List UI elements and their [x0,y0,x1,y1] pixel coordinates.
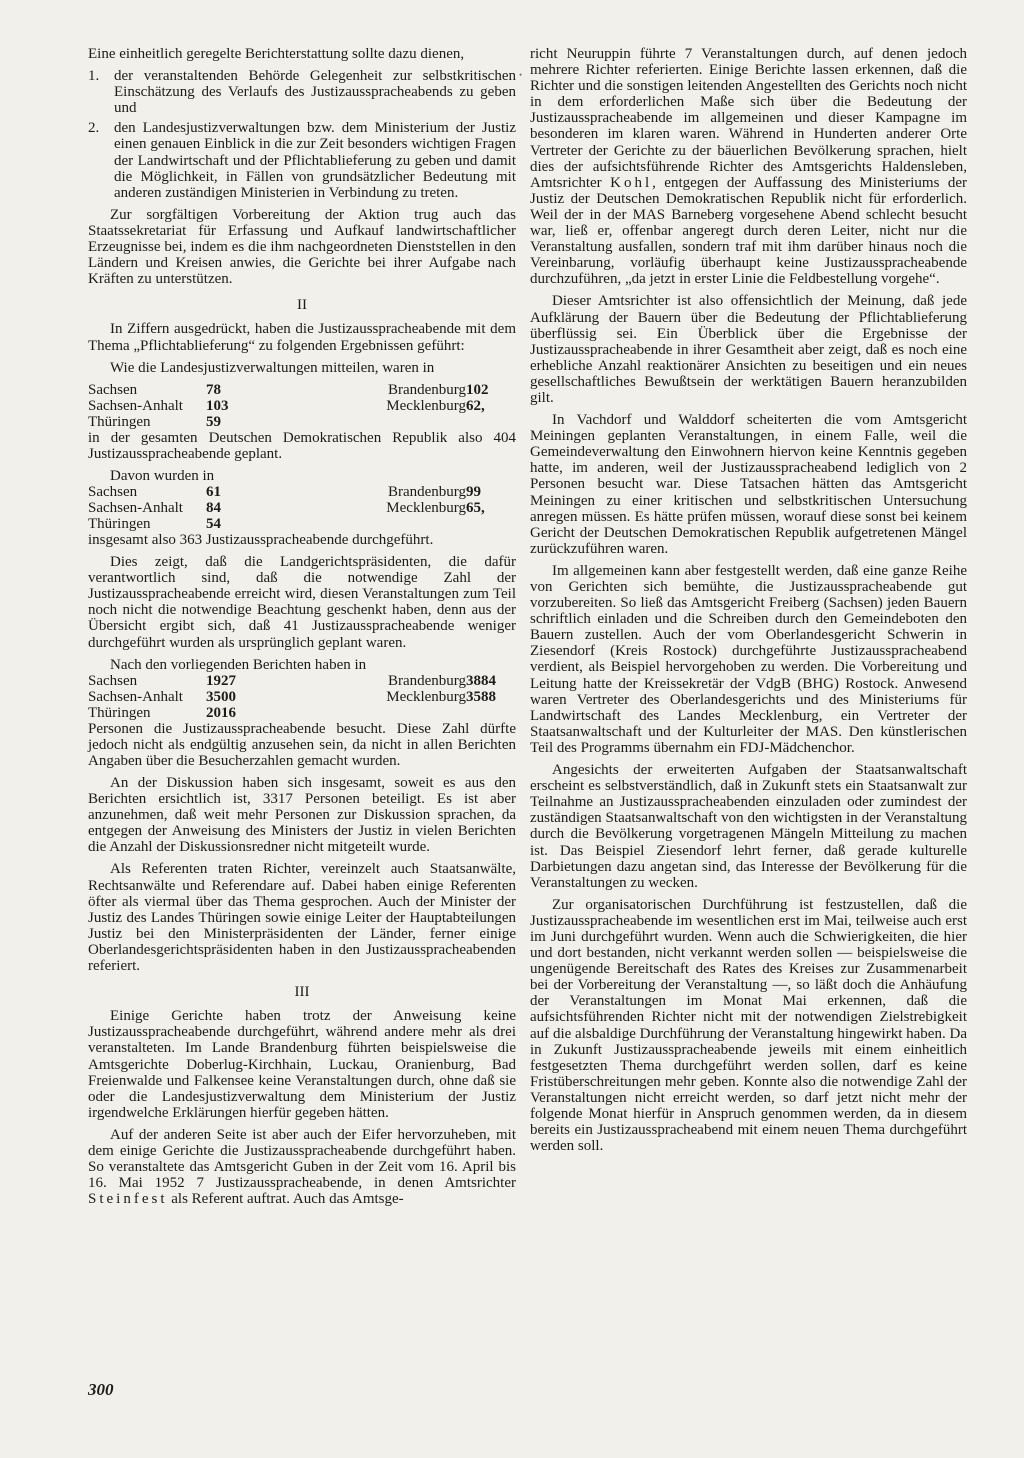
paragraph: Angesichts der erweiterten Aufgaben der Staatsanwaltschaft erscheint es selbstverständlich, daß in Zukunft stets ein Staatsanwalt zur Teilnahme an Justizausspracheabenden einzuladen oder zumindest der zuständigen Staatsanwaltschaft von den wichtigsten in der Veranstaltung durch die Bevölkerung vorgetragenen Mängeln Mitteilung zu machen ist. Das Beispiel Ziesendorf lehrt ferner, daß gerade kulturelle Darbietungen dazu angetan sind, das Interesse der Bevölkerung für die Veranstaltungen zu wecken. [530,762,967,891]
table-cell: Thüringen [88,413,151,430]
table-cell: Mecklenburg [386,499,466,516]
table-cell: 1927 [206,672,236,689]
table-cell: Thüringen [88,704,151,721]
table-cell: Sachsen-Anhalt [88,688,183,705]
table-row [88,398,516,414]
table-row [88,414,516,430]
person-name: Kohl [610,174,653,191]
attendance-table [88,673,516,721]
page-number: 300 [88,1380,114,1399]
table-cell: Sachsen [88,381,138,398]
table-cell: 102 [466,381,489,398]
table-cell: 84 [206,499,221,516]
person-name: Steinfest [88,1191,168,1208]
paragraph: Als Referenten traten Richter, vereinzelt auch Staatsanwälte, Rechtsanwälte und Referendare auf. Dabei haben einige Referenten öfter als viermal über das Thema gesprochen. Auch der Minister der Justiz des Landes Thüringen sowie einige Leiter der Hauptabteilungen Justiz bei den Ministerpräsidenten der Länder, ferner einige Oberlandesgerichtspräsidenten haben in den Justizausspracheabenden referiert. [88,861,516,975]
list-text: der veranstaltenden Behörde Gelegenheit zur selbstkritischen Einschätzung des Verlaufs des Justizausspracheabends zu geben und [114,68,516,117]
held-events-table [88,484,516,532]
table-cell: 3500 [206,688,236,705]
table-cell: Sachsen-Anhalt [88,397,183,414]
table-cell: Sachsen-Anhalt [88,499,183,516]
paragraph: in der gesamten Deutschen Demokratischen Republik also 404 Justizausspracheabende geplant. [88,429,516,462]
table-cell [286,414,466,430]
table-cell: 2016 [206,704,236,721]
paragraph: Davon wurden in [110,467,215,484]
paragraph: Personen die Justizausspracheabende besucht. Diese Zahl dürfte jedoch nicht als endgültig anzusehen sein, da nicht in allen Berichten Angaben über die Besucherzahlen gemacht wurden. [88,720,516,769]
table-cell: 62, [466,397,485,414]
table-row [88,516,516,532]
paragraph: Zur organisatorischen Durchführung ist festzustellen, daß die Justizausspracheabende im wesentlichen erst im Mai, teilweise auch erst im Juni durchgeführt wurden. Wenn auch die Schwierigkeiten, die hier und dort bestanden, nicht verkannt werden sollen — beispielsweise die ungenügende Bereitschaft des Rates des Kreises zur Zusammenarbeit bei der Vorbereitung der Veranstaltung —, so läßt doch die Anhäufung der Veranstaltungen im Monat Mai erkennen, daß die aufsichtsführenden Richter nicht mit der notwendigen Zielstrebigkeit auf die alsbaldige Durchführung der Veranstaltung hingewirkt haben. Da in Zukunft Justizausspracheabende jeweils mit einem einheitlich festgesetzten Thema durchgeführt werden sollen, darf es keine Fristüberschreitungen mehr geben. Konnte also die notwendige Zahl der Veranstaltungen nicht erreicht werden, so darf jetzt nicht mehr der folgende Monat hierfür in Anspruch genommen werden, da in diesem bereits ein Justizausspracheabend mit einem neuen Thema durchgeführt werden soll. [530,896,967,1155]
table-row [88,500,516,516]
list-number: 2. [88,120,100,137]
paragraph-text: richt Neuruppin führte 7 Veranstaltungen durch, auf denen jedoch mehrere Richter referierten. Einige Berichte lassen erkennen, daß die Richter und die sonstigen leitenden Angestellten des Gerichts noch nicht in dem erforderlichen Maße sich über die Bedeutung der Justizausspracheabende im allgemeinen und dieser Kampagne im besonderen im klaren waren. Während in Hunderten anderer Orte Vertreter der Gerichte zu der bäuerlichen Bevölkerung sprachen, hielt dies der aufsichtsführende Richter des Amtsgerichts Haldensleben, Amtsrichter [530,46,967,191]
paragraph: Nach den vorliegenden Berichten haben in [110,656,367,673]
paragraph: Dieser Amtsrichter ist also offensichtlich der Meinung, daß jede Aufklärung der Bauern über die Bedeutung der Pflichtablieferung überflüssig sei. Ein Überblick über die Ergebnisse der Justizausspracheabende in ihrer Gesamtheit aber zeigt, daß es noch eine erhebliche Anzahl reaktionärer Ansichten zu beseitigen und ein neues gesellschaftliches Bewußtsein der werktätigen Bauern heranzubilden gilt. [530,293,967,406]
table-cell: 61 [206,483,221,500]
table-cell: 103 [206,397,229,414]
table-cell: 65, [466,499,485,516]
table-cell [466,705,516,721]
list-text: den Landesjustizverwaltungen bzw. dem Ministerium der Justiz einen genauen Einblick in die zur Zeit besonders wichtigen Fragen der Landwirtschaft und der Pflichtablieferung zu geben und damit die Möglichkeit, in Fällen von grundsätzlicher Bedeutung mit anderen zuständigen Ministerien in Verbindung zu treten. [114,120,516,201]
paragraph: Einige Gerichte haben trotz der Anweisung keine Justizausspracheabende durchgeführt, während andere mehr als drei veranstalteten. Im Lande Brandenburg führten beispielsweise die Amtsgerichte Doberlug-Kirchhain, Luckau, Oranienburg, Bad Freienwalde und Falkensee keine Veranstaltungen durch, ohne daß sie oder die Landesjustizverwaltung dem Ministerium der Justiz irgendwelche Erklärungen hierfür gegeben hätten. [88,1008,516,1121]
table-cell: Thüringen [88,515,151,532]
paragraph: Im allgemeinen kann aber festgestellt werden, daß eine ganze Reihe von Gerichten sich bemühte, die Justizausspracheabende gut vorzubereiten. So ließ das Amtsgericht Freiberg (Sachsen) jeden Bauern schriftlich einladen und die Schreiben durch den Gemeindeboten den Bauern zustellen. Auch der vom Oberlandesgericht Schwerin in Ziesendorf (Kreis Rostock) durchgeführte Justizausspracheabend verdient, als Beispiel hervorgehoben zu werden. Die Vorbereitung und Leitung hatte der Kreissekretär der VdgB (BHG) Rostock. Anwesend waren Vertreter des Oberlandesgerichts und des Ministeriums für Landwirtschaft des Landes Mecklenburg, ein Vertreter der Staatsanwaltschaft und der Kulturleiter der MAS. Den künstlerischen Teil des Programms übernahm ein FDJ-Mädchenchor. [530,562,967,756]
paragraph: In Vachdorf und Walddorf scheiterten die vom Amtsgericht Meiningen geplanten Veranstaltungen, in einem Falle, weil die Gemeindeverwaltung den Einwohnern hiervon keine Kenntnis gegeben hatte, im anderen, weil der Justizausspracheabend lediglich von 2 Personen besucht war. Diese Tatsachen hätten das Amtsgericht Meiningen zu einer kritischen und selbstkritischen Untersuchung anregen müssen. Es hätte prüfen müssen, worauf diese sonst bei keinem Gericht der Deutschen Demokratischen Republik aufgetretenen Mängel zurückzuführen waren. [530,412,967,557]
table-cell: Brandenburg [387,381,466,398]
paragraph [530,46,967,287]
table-cell: Brandenburg [387,672,466,689]
table-cell [286,705,466,721]
left-column [88,46,516,1213]
table-row [88,673,516,689]
paragraph-text: Auf der anderen Seite ist aber auch der Eifer hervorzuheben, mit dem einige Gerichte die Justizausspracheabende durchgeführt haben. So veranstaltete das Amtsgericht Guben in der Zeit vom 16. April bis 16. Mai 1952 7 Justizausspracheabende, in denen Amtsrichter [88,1126,516,1192]
paragraph: Zur sorgfältigen Vorbereitung der Aktion trug auch das Staatssekretariat für Erfassung und Aufkauf landwirtschaftlicher Erzeugnisse bei, indem es die ihm nachgeordneten Dienststellen in den Ländern und Kreisen anwies, die Gerichte bei ihrer Aufgabe nach Kräften zu unterstützen. [88,206,516,288]
list-item [88,68,516,116]
table-cell: 3588 [466,688,496,705]
table-cell: Sachsen [88,483,138,500]
table-cell: Mecklenburg [386,688,466,705]
table-cell: 54 [206,515,221,532]
table-row [88,689,516,705]
table-cell: 59 [206,413,221,430]
paragraph: insgesamt also 363 Justizausspracheabende durchgeführt. [88,531,434,548]
section-heading-ii: II [297,297,307,314]
table-cell [466,516,516,532]
numbered-list [88,68,516,201]
planned-events-table [88,382,516,430]
paragraph: An der Diskussion haben sich insgesamt, soweit es aus den Berichten ersichtlich ist, 3317 Personen beteiligt. Es ist aber anzunehmen, daß weit mehr Personen zur Diskussion sprachen, da entgegen der Anweisung des Ministers der Justiz in vielen Berichten die Anzahl der Diskussionsredner nicht mitgeteilt wurde. [88,775,516,856]
list-item [88,120,516,200]
paragraph: Dies zeigt, daß die Landgerichtspräsidenten, die dafür verantwortlich sind, daß die notwendige Zahl der Justizausspracheabende erreicht wird, diesen Veranstaltungen zum Teil noch nicht die notwendige Beachtung geschenkt haben, denn aus der Übersicht ergibt sich, daß 41 Justizausspracheabende weniger durchgeführt wurden als ursprünglich geplant waren. [88,554,516,651]
table-cell: 3884 [466,672,496,689]
table-cell: 78 [206,381,221,398]
paragraph [88,1127,516,1207]
table-cell [286,516,466,532]
paragraph-text: als Referent auftrat. Auch das Amtsge- [171,1191,404,1208]
paragraph: Wie die Landesjustizverwaltungen mitteilen, waren in [110,359,435,376]
right-column [530,46,967,1160]
table-cell: 99 [466,483,481,500]
list-number: 1. [88,68,100,85]
table-row [88,705,516,721]
table-cell [466,414,516,430]
table-row [88,382,516,398]
table-row [88,484,516,500]
intro-paragraph: Eine einheitlich geregelte Berichterstattung sollte dazu dienen, [88,46,465,62]
paragraph: In Ziffern ausgedrückt, haben die Justizausspracheabende mit dem Thema „Pflichtablieferung“ zu folgenden Ergebnissen geführt: [88,321,516,354]
margin-mark: • [519,70,523,80]
table-cell: Brandenburg [387,483,466,500]
paragraph-text: , entgegen der Auffassung des Ministeriums der Justiz der Deutschen Demokratischen Republik nicht für erforderlich. Weil der in der MAS Barneberg vorgesehene Abend schlecht besucht war, ließ er, offenbar angeregt durch deren Leiter, nicht nur die Veranstaltung ausfallen, sondern traf mit ihm darüber hinaus noch die Vereinbarung, vorläufig überhaupt keine Justizausspracheabende durchzuführen, „da jetzt in erster Linie die Feldbestellung vorgehe“. [530,174,967,288]
table-cell: Mecklenburg [386,397,466,414]
table-cell: Sachsen [88,672,138,689]
section-heading-iii: III [294,984,310,1001]
